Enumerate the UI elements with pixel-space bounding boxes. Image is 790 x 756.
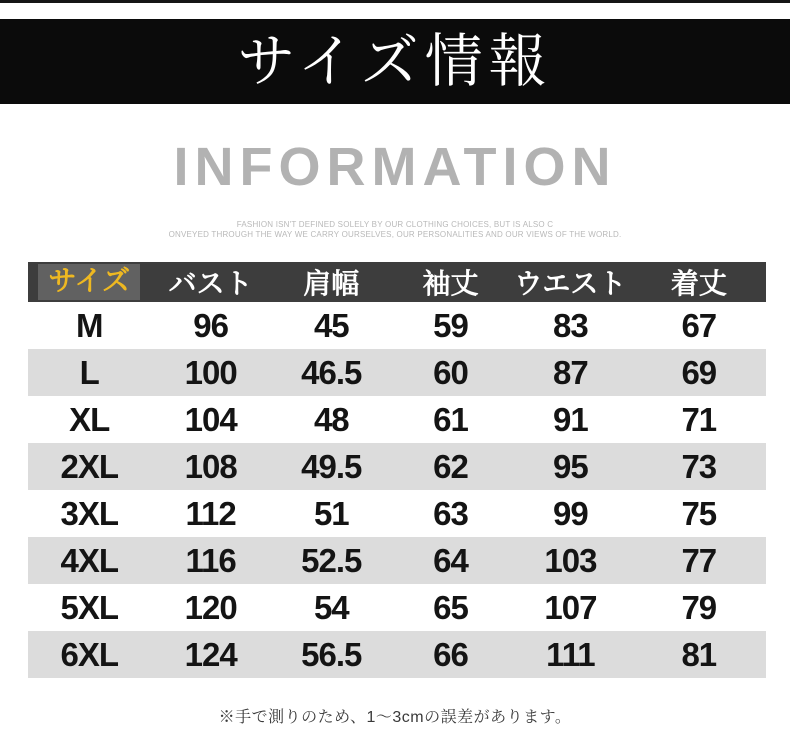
- measurement-value: 87: [553, 353, 588, 391]
- measurement-value: 61: [433, 400, 468, 438]
- measurement-value: 62: [433, 447, 468, 485]
- information-heading: INFORMATION: [173, 137, 617, 197]
- measurement-value: 66: [433, 635, 468, 673]
- size-row-4xl: [28, 537, 766, 584]
- page-title: サイズ情報: [237, 28, 553, 94]
- column-header-5: 着丈: [670, 268, 727, 299]
- measurement-value: 120: [184, 588, 237, 626]
- size-label: 3XL: [60, 494, 119, 532]
- measurement-value: 65: [433, 588, 468, 626]
- measurement-value: 77: [681, 541, 717, 579]
- information-section: [0, 137, 790, 240]
- measurement-value: 91: [553, 400, 588, 438]
- size-row-6xl: [28, 631, 766, 678]
- measurement-value: 52.5: [301, 541, 362, 579]
- size-label: 4XL: [60, 541, 119, 579]
- size-row-xl: [28, 396, 766, 443]
- measurement-value: 59: [433, 306, 468, 344]
- size-label: 6XL: [60, 635, 119, 673]
- measurement-value: 104: [184, 400, 237, 438]
- size-row-m: [28, 302, 766, 349]
- size-row-3xl: [28, 490, 766, 537]
- size-row-2xl: [28, 443, 766, 490]
- size-label: XL: [69, 400, 110, 438]
- column-header-2: 肩幅: [303, 268, 360, 299]
- measurement-value: 79: [681, 588, 717, 626]
- top-border-line: [0, 0, 790, 3]
- measurement-value: 69: [681, 353, 717, 391]
- title-banner: [0, 19, 790, 104]
- tagline-line-2: ONVEYED THROUGH THE WAY WE CARRY OURSELVES, OUR PERSONALITIES AND OUR VIEWS OF THE WORLD.: [168, 230, 622, 239]
- column-header-0: [28, 262, 151, 302]
- size-row-5xl: [28, 584, 766, 631]
- column-header-1: バスト: [168, 268, 253, 299]
- measurement-disclaimer: ※手で測りのため、1〜3cmの誤差があります。: [218, 709, 572, 726]
- measurement-value: 95: [553, 447, 588, 485]
- size-label: 2XL: [60, 447, 119, 485]
- measurement-value: 46.5: [301, 353, 362, 391]
- measurement-value: 49.5: [301, 447, 362, 485]
- measurement-value: 60: [433, 353, 468, 391]
- size-label: L: [79, 353, 99, 391]
- measurement-value: 75: [681, 494, 717, 532]
- size-row-l: [28, 349, 766, 396]
- measurement-value: 51: [313, 494, 349, 532]
- measurement-value: 108: [184, 447, 237, 485]
- measurement-value: 99: [553, 494, 588, 532]
- measurement-value: 124: [184, 635, 237, 673]
- measurement-value: 103: [544, 541, 597, 579]
- measurement-value: 64: [433, 541, 468, 579]
- measurement-value: 112: [185, 494, 236, 532]
- measurement-value: 81: [681, 635, 717, 673]
- measurement-value: 116: [185, 541, 236, 579]
- size-table-header-row: [28, 262, 766, 302]
- size-label: M: [76, 306, 103, 344]
- measurement-value: 107: [544, 588, 597, 626]
- measurement-value: 96: [193, 306, 228, 344]
- measurement-value: 45: [313, 306, 349, 344]
- column-header-4: ウエスト: [514, 268, 627, 299]
- measurement-value: 54: [313, 588, 349, 626]
- tagline-line-1: FASHION ISN'T DEFINED SOLELY BY OUR CLOTHING CHOICES, BUT IS ALSO C: [236, 220, 554, 229]
- measurement-value: 71: [681, 400, 717, 438]
- measurement-value: 56.5: [301, 635, 362, 673]
- size-label: 5XL: [60, 588, 119, 626]
- measurement-value: 67: [681, 306, 717, 344]
- measurement-value: 111: [546, 635, 595, 673]
- measurement-value: 73: [681, 447, 717, 485]
- measurement-value: 63: [433, 494, 468, 532]
- size-column-highlight: サイズ: [38, 264, 140, 300]
- size-table: [28, 262, 766, 678]
- measurement-value: 100: [184, 353, 237, 391]
- column-header-3: 袖丈: [422, 268, 479, 299]
- measurement-value: 83: [553, 306, 588, 344]
- measurement-value: 48: [313, 400, 349, 438]
